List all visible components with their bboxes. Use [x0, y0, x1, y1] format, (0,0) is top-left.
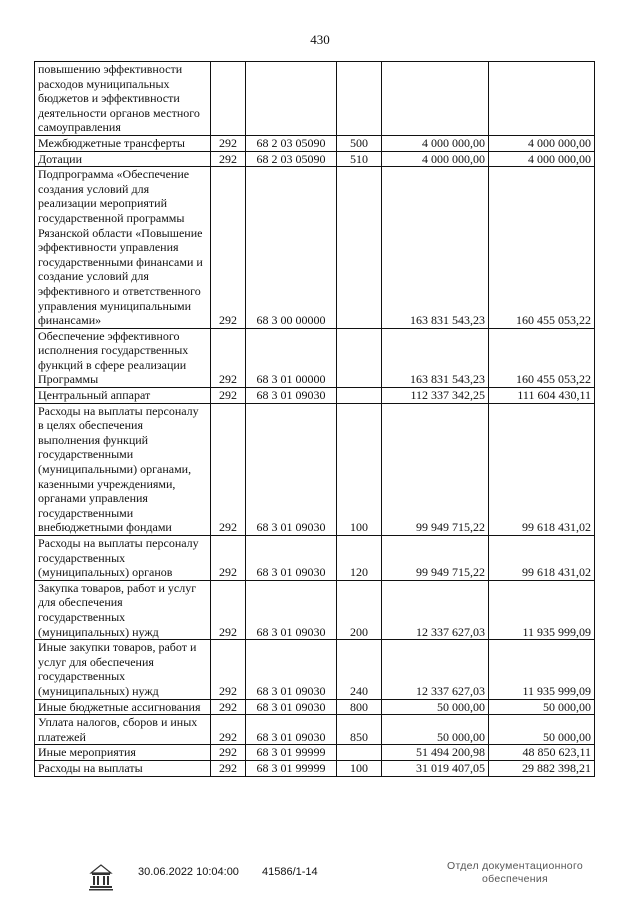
page-footer [0, 858, 640, 898]
row-sum-year2: 50 000,00 [489, 715, 595, 745]
row-sum-year2: 50 000,00 [489, 699, 595, 715]
row-sum-year2: 111 604 430,11 [489, 388, 595, 404]
row-target-article: 68 3 01 09030 [246, 699, 337, 715]
row-sum-year2: 11 935 999,09 [489, 580, 595, 639]
building-emblem-icon [86, 862, 116, 892]
row-sum-year2: 99 618 431,02 [489, 536, 595, 581]
row-expense-type [337, 62, 382, 136]
row-code: 292 [211, 403, 246, 535]
row-code: 292 [211, 328, 246, 387]
page-number: 430 [310, 32, 330, 47]
row-target-article: 68 3 01 09030 [246, 536, 337, 581]
row-sum-year1: 50 000,00 [382, 699, 489, 715]
row-target-article: 68 3 01 99999 [246, 745, 337, 761]
row-sum-year2: 29 882 398,21 [489, 760, 595, 776]
row-code: 292 [211, 151, 246, 167]
table-row [35, 388, 595, 404]
row-code: 292 [211, 135, 246, 151]
row-expense-type [337, 388, 382, 404]
row-name: Иные мероприятия [35, 745, 211, 761]
row-sum-year2: 99 618 431,02 [489, 403, 595, 535]
table-row [35, 715, 595, 745]
row-code: 292 [211, 640, 246, 699]
row-name: Закупка товаров, работ и услуг для обеспечения государственных (муниципальных) нужд [35, 580, 211, 639]
row-sum-year1: 50 000,00 [382, 715, 489, 745]
row-code [211, 62, 246, 136]
row-target-article [246, 62, 337, 136]
row-sum-year2: 160 455 053,22 [489, 328, 595, 387]
row-code: 292 [211, 760, 246, 776]
row-name: Расходы на выплаты персоналу государственных (муниципальных) органов [35, 536, 211, 581]
table-row [35, 640, 595, 699]
budget-table [34, 61, 595, 777]
table-body [35, 62, 595, 777]
footer-dept-line2: обеспечения [482, 873, 548, 885]
row-expense-type: 500 [337, 135, 382, 151]
table-row [35, 151, 595, 167]
table-row [35, 536, 595, 581]
table-row [35, 745, 595, 761]
row-target-article: 68 3 01 09030 [246, 580, 337, 639]
row-expense-type: 200 [337, 580, 382, 639]
row-sum-year1: 163 831 543,23 [382, 328, 489, 387]
row-sum-year2: 160 455 053,22 [489, 167, 595, 329]
row-name: Уплата налогов, сборов и иных платежей [35, 715, 211, 745]
footer-datetime: 30.06.2022 10:04:00 [138, 866, 239, 878]
row-name: Межбюджетные трансферты [35, 135, 211, 151]
row-sum-year1: 99 949 715,22 [382, 403, 489, 535]
row-name: Расходы на выплаты персоналу в целях обеспечения выполнения функций государственными (муниципальными) органами, казенными учреждениями, органами управления государственными внебюджетными фондами [35, 403, 211, 535]
row-sum-year1: 12 337 627,03 [382, 580, 489, 639]
row-expense-type: 240 [337, 640, 382, 699]
row-target-article: 68 3 01 09030 [246, 715, 337, 745]
footer-doc-number: 41586/1-14 [262, 866, 318, 878]
row-sum-year1: 163 831 543,23 [382, 167, 489, 329]
row-code: 292 [211, 536, 246, 581]
row-sum-year1: 12 337 627,03 [382, 640, 489, 699]
row-name: Подпрограмма «Обеспечение создания условий для реализации мероприятий государственной программы Рязанской области «Повышение эффективности управления государственными финансами и создание условий для эффективного и ответственного управления муниципальными финансами» [35, 167, 211, 329]
row-code: 292 [211, 715, 246, 745]
footer-department [430, 860, 600, 886]
row-sum-year1: 51 494 200,98 [382, 745, 489, 761]
row-expense-type: 120 [337, 536, 382, 581]
row-sum-year2: 4 000 000,00 [489, 151, 595, 167]
row-sum-year1: 31 019 407,05 [382, 760, 489, 776]
row-name: Иные закупки товаров, работ и услуг для обеспечения государственных (муниципальных) нужд [35, 640, 211, 699]
table-row [35, 62, 595, 136]
row-expense-type [337, 745, 382, 761]
table-row [35, 760, 595, 776]
row-target-article: 68 2 03 05090 [246, 135, 337, 151]
row-name: Иные бюджетные ассигнования [35, 699, 211, 715]
row-expense-type: 800 [337, 699, 382, 715]
row-target-article: 68 3 01 00000 [246, 328, 337, 387]
row-expense-type [337, 328, 382, 387]
row-code: 292 [211, 167, 246, 329]
row-expense-type: 850 [337, 715, 382, 745]
row-target-article: 68 3 00 00000 [246, 167, 337, 329]
table-row [35, 580, 595, 639]
table-row [35, 135, 595, 151]
row-sum-year2: 11 935 999,09 [489, 640, 595, 699]
row-sum-year1: 112 337 342,25 [382, 388, 489, 404]
row-name: Обеспечение эффективного исполнения государственных функций в сфере реализации Программы [35, 328, 211, 387]
row-name: Расходы на выплаты [35, 760, 211, 776]
row-expense-type: 100 [337, 403, 382, 535]
row-sum-year1: 99 949 715,22 [382, 536, 489, 581]
row-sum-year2 [489, 62, 595, 136]
row-target-article: 68 2 03 05090 [246, 151, 337, 167]
row-code: 292 [211, 745, 246, 761]
row-target-article: 68 3 01 09030 [246, 640, 337, 699]
table-row [35, 167, 595, 329]
row-target-article: 68 3 01 09030 [246, 403, 337, 535]
row-code: 292 [211, 699, 246, 715]
row-target-article: 68 3 01 99999 [246, 760, 337, 776]
row-expense-type [337, 167, 382, 329]
row-sum-year2: 4 000 000,00 [489, 135, 595, 151]
row-name: Дотации [35, 151, 211, 167]
row-name: Центральный аппарат [35, 388, 211, 404]
row-sum-year2: 48 850 623,11 [489, 745, 595, 761]
row-expense-type: 510 [337, 151, 382, 167]
table-row [35, 403, 595, 535]
row-sum-year1: 4 000 000,00 [382, 135, 489, 151]
table-row [35, 328, 595, 387]
row-expense-type: 100 [337, 760, 382, 776]
table-row [35, 699, 595, 715]
footer-dept-line1: Отдел документационного [447, 860, 583, 872]
row-sum-year1: 4 000 000,00 [382, 151, 489, 167]
row-target-article: 68 3 01 09030 [246, 388, 337, 404]
row-sum-year1 [382, 62, 489, 136]
row-code: 292 [211, 388, 246, 404]
row-name: повышению эффективности расходов муниципальных бюджетов и эффективности деятельности органов местного самоуправления [35, 62, 211, 136]
row-code: 292 [211, 580, 246, 639]
